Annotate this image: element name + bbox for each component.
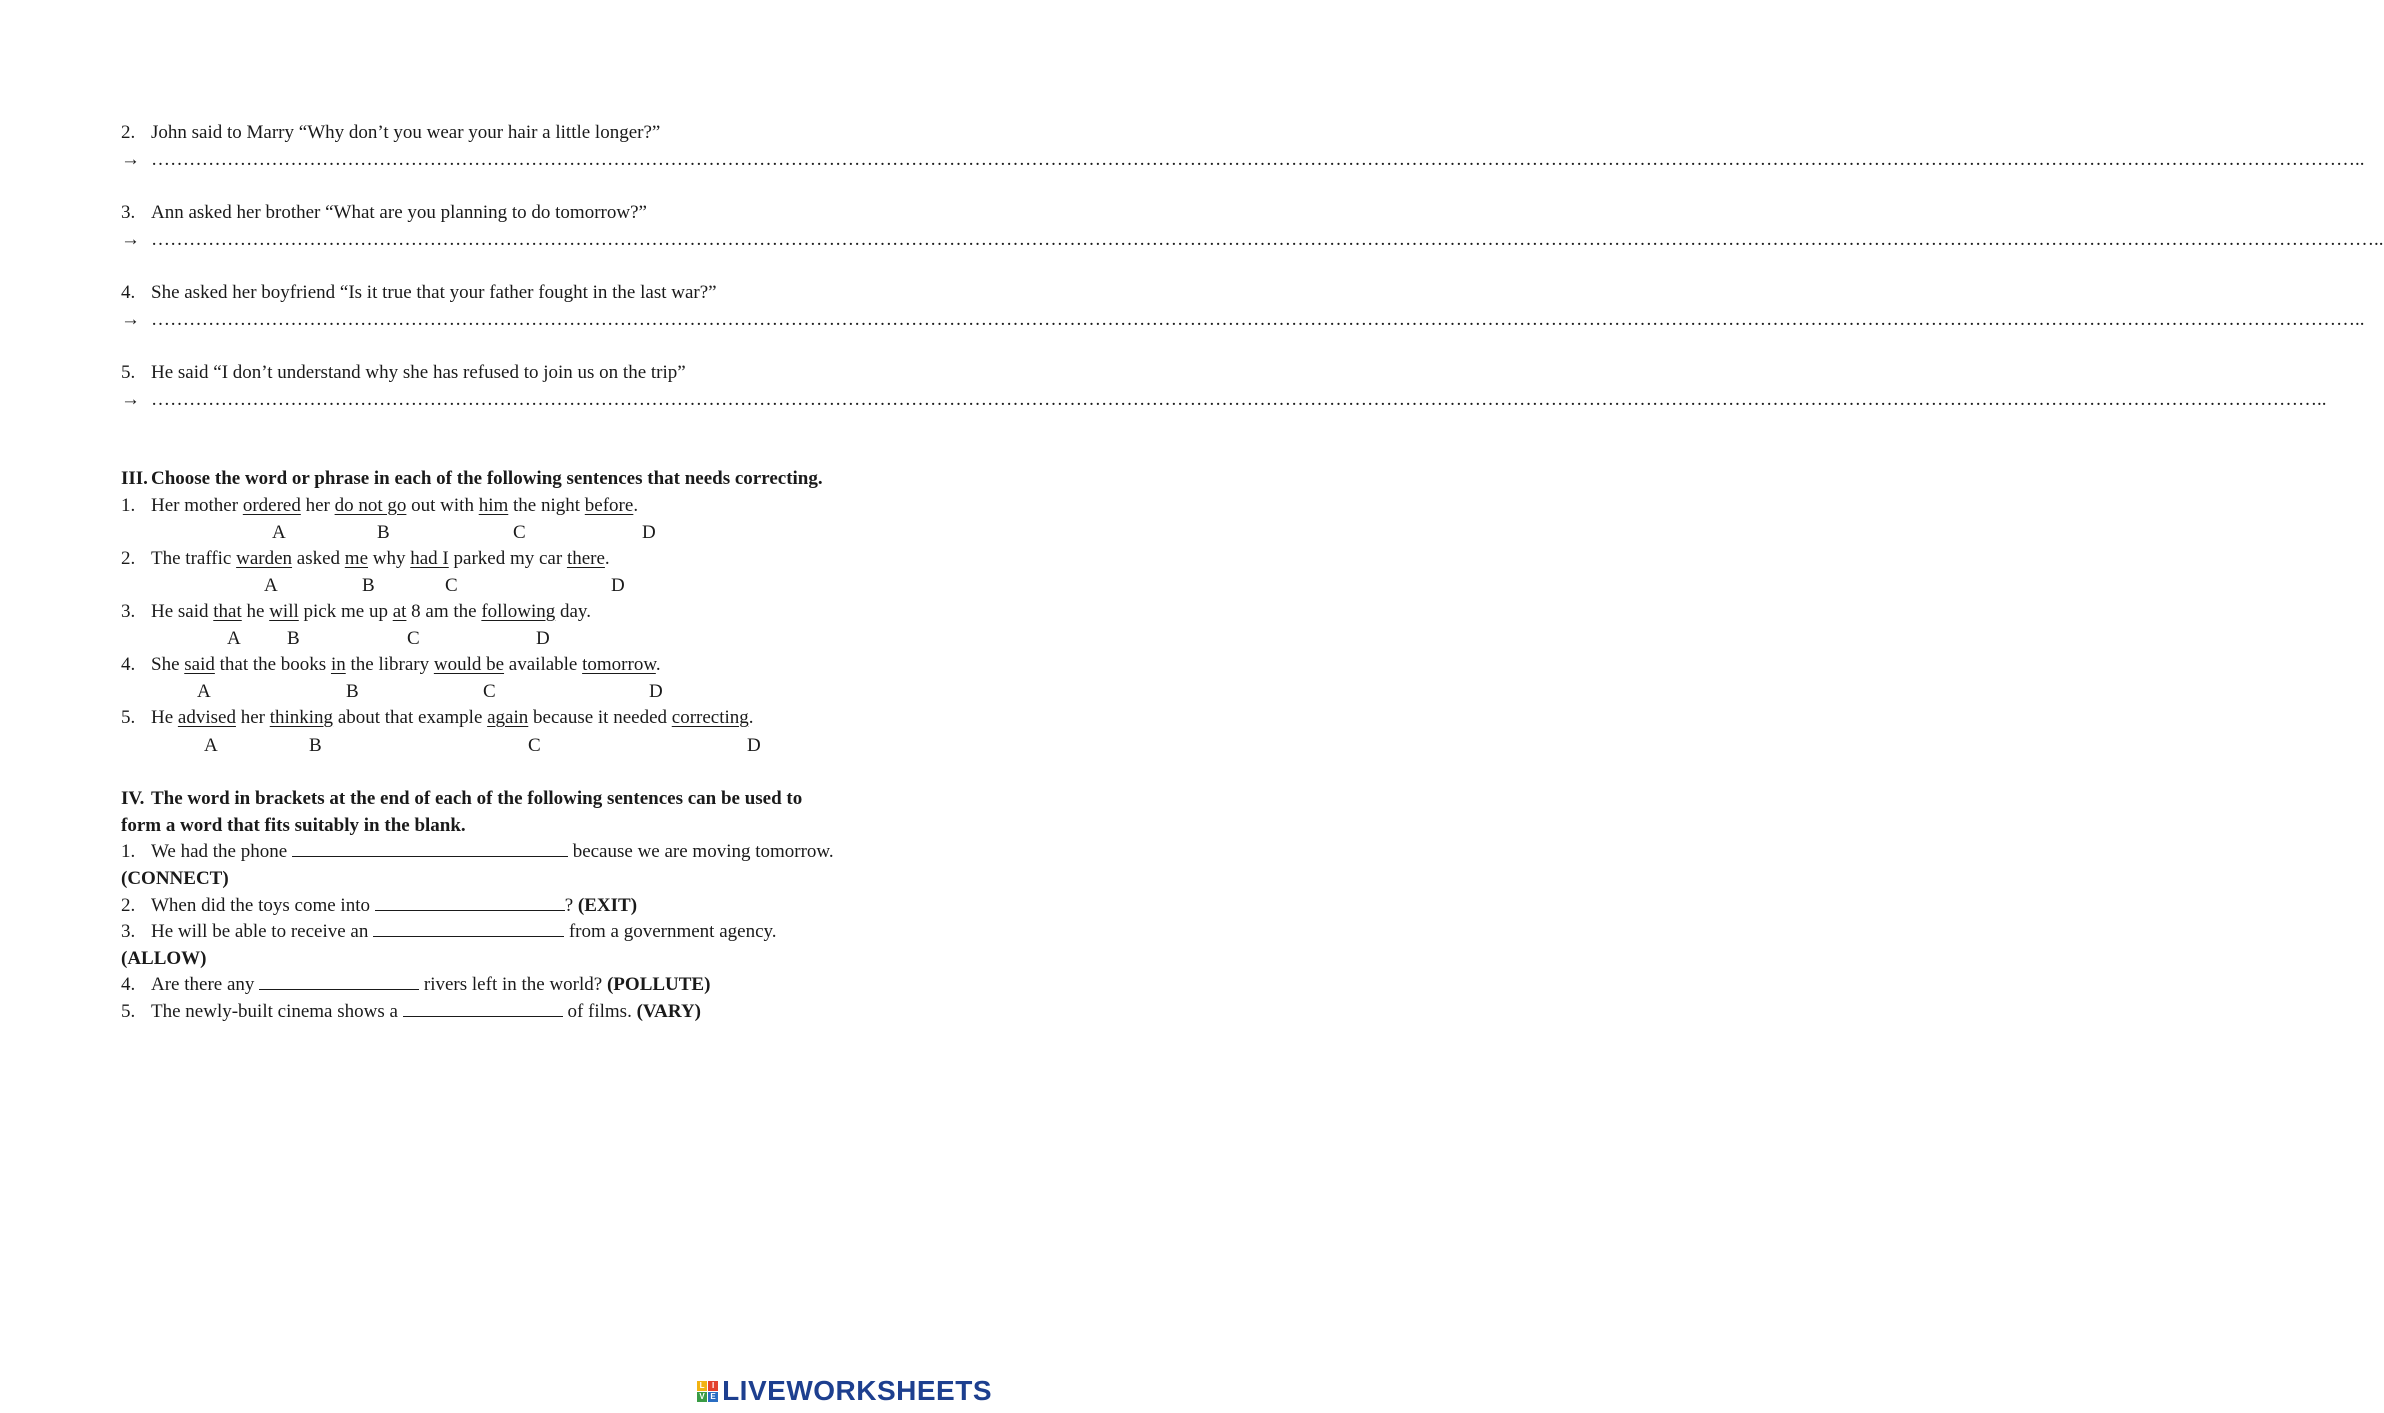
option-d-label: D: [649, 681, 663, 702]
option-b-label: B: [377, 522, 390, 543]
answer-line-2[interactable]: [121, 149, 2365, 171]
text-part: of films.: [562, 1001, 637, 1022]
option-a-text[interactable]: warden: [236, 548, 293, 569]
text-part: asked: [292, 548, 345, 569]
logo-tile-l: L: [697, 1381, 707, 1391]
error-question-3: [121, 601, 591, 623]
text-part: why: [368, 548, 411, 569]
text-part: Her mother: [151, 495, 243, 516]
option-c-text[interactable]: would be: [433, 654, 505, 675]
text-part: ?: [564, 895, 578, 916]
text-part: that the books: [214, 654, 331, 675]
option-c-text[interactable]: him: [478, 495, 509, 516]
text-part: parked my car: [448, 548, 567, 569]
text-part: the library: [345, 654, 434, 675]
sentence-5: [121, 362, 686, 384]
option-a-label: A: [227, 628, 241, 649]
text-part: .: [633, 495, 639, 516]
arrow-icon: →: [121, 149, 140, 170]
text-part: The newly-built cinema shows a: [151, 1001, 403, 1022]
arrow-icon: →: [121, 309, 140, 330]
error-question-4: [121, 654, 661, 676]
text-part: He will be able to receive an: [151, 921, 374, 942]
item-number: 3.: [121, 601, 136, 622]
option-b-text[interactable]: thinking: [269, 707, 334, 728]
option-b-text[interactable]: will: [269, 601, 299, 622]
option-b-text[interactable]: in: [330, 654, 346, 675]
liveworksheets-logo[interactable]: [697, 1375, 992, 1407]
option-a-text[interactable]: advised: [177, 707, 236, 728]
option-c-label: C: [483, 681, 496, 702]
error-question-2: [121, 548, 610, 570]
text-part: pick me up: [298, 601, 393, 622]
text-part: .: [604, 548, 610, 569]
root-word: (VARY): [636, 1001, 701, 1022]
option-b-label: B: [346, 681, 359, 702]
item-number: 3.: [121, 921, 136, 942]
answer-blank[interactable]: [403, 1002, 563, 1017]
text-part: available: [504, 654, 583, 675]
item-number: 4.: [121, 282, 136, 303]
option-b-text[interactable]: do not go: [334, 495, 407, 516]
item-number: 2.: [121, 895, 136, 916]
option-b-label: B: [362, 575, 375, 596]
option-b-label: B: [287, 628, 300, 649]
option-a-label: A: [272, 522, 286, 543]
answer-line-4[interactable]: [121, 309, 2365, 331]
root-word: (POLLUTE): [606, 974, 711, 995]
text-part: When did the toys come into: [151, 895, 375, 916]
sentence-2: [121, 122, 660, 144]
answer-blank[interactable]: [292, 842, 568, 857]
option-d-text[interactable]: tomorrow: [582, 654, 656, 675]
section-number: III.: [121, 468, 148, 489]
text-part: about that example: [333, 707, 488, 728]
option-a-label: A: [197, 681, 211, 702]
answer-blank[interactable]: [375, 896, 565, 911]
section-3-heading: [121, 468, 823, 490]
item-number: 1.: [121, 495, 136, 516]
option-d-text[interactable]: there: [566, 548, 605, 569]
option-b-label: B: [309, 735, 322, 756]
word-form-question-3: [121, 921, 777, 943]
item-number: 4.: [121, 974, 136, 995]
word-form-question-5: [121, 1001, 701, 1023]
text-part: The traffic: [151, 548, 237, 569]
answer-line-3[interactable]: [121, 229, 2384, 251]
root-word: (EXIT): [577, 895, 638, 916]
option-d-label: D: [642, 522, 656, 543]
option-c-text[interactable]: at: [392, 601, 407, 622]
text-part: 8 am the: [406, 601, 482, 622]
root-word: (CONNECT): [121, 868, 229, 889]
option-d-label: D: [536, 628, 550, 649]
section-4-heading-line-2: [121, 815, 466, 837]
word-form-hint-1: [121, 868, 229, 890]
sentence-4: [121, 282, 717, 304]
text-part: from a government agency.: [564, 921, 777, 942]
word-form-question-2: [121, 895, 637, 917]
option-c-label: C: [513, 522, 526, 543]
sentence-text: John said to Marry “Why don’t you wear your hair a little longer?”: [151, 122, 661, 143]
option-c-label: C: [407, 628, 420, 649]
text-part: rivers left in the world?: [419, 974, 607, 995]
option-d-label: D: [611, 575, 625, 596]
error-question-1: [121, 495, 638, 517]
text-part: She: [151, 654, 185, 675]
option-c-text[interactable]: again: [487, 707, 529, 728]
option-b-text[interactable]: me: [344, 548, 369, 569]
sentence-3: [121, 202, 647, 224]
section-4-heading: [121, 788, 802, 810]
text-part: He said: [151, 601, 214, 622]
item-number: 3.: [121, 202, 136, 223]
item-number: 5.: [121, 362, 136, 383]
item-number: 2.: [121, 548, 136, 569]
option-c-text[interactable]: had I: [410, 548, 449, 569]
heading-text: Choose the word or phrase in each of the following sentences that needs correcting.: [151, 468, 823, 489]
text-part: day.: [555, 601, 591, 622]
option-d-text[interactable]: before: [584, 495, 634, 516]
arrow-icon: →: [121, 389, 140, 410]
option-d-label: D: [747, 735, 761, 756]
text-part: We had the phone: [151, 841, 292, 862]
section-number: IV.: [121, 788, 145, 809]
root-word: (ALLOW): [121, 948, 207, 969]
text-part: her: [235, 707, 270, 728]
logo-tile-e: E: [708, 1392, 718, 1402]
text-part: he: [241, 601, 270, 622]
sentence-text: She asked her boyfriend “Is it true that your father fought in the last war?”: [151, 282, 717, 303]
text-part: He: [151, 707, 178, 728]
word-form-hint-3: [121, 948, 207, 970]
text-part: .: [655, 654, 661, 675]
text-part: Are there any: [151, 974, 260, 995]
text-part: out with: [406, 495, 479, 516]
answer-dots[interactable]: ………………………………………………………………………………………………………………………………………………………………………………………………………………………………………………………………………………………………………………..: [151, 389, 2327, 410]
logo-tile-v: V: [697, 1392, 707, 1402]
item-number: 1.: [121, 841, 136, 862]
logo-tile-i: I: [708, 1381, 718, 1391]
answer-blank[interactable]: [373, 922, 564, 937]
text-part: .: [748, 707, 754, 728]
item-number: 5.: [121, 707, 136, 728]
arrow-icon: →: [121, 229, 140, 250]
logo-text: LIVEWORKSHEETS: [722, 1375, 992, 1406]
item-number: 4.: [121, 654, 136, 675]
text-part: because we are moving tomorrow.: [567, 841, 834, 862]
item-number: 5.: [121, 1001, 136, 1022]
item-number: 2.: [121, 122, 136, 143]
text-part: her: [300, 495, 335, 516]
option-a-label: A: [204, 735, 218, 756]
error-question-5: [121, 707, 754, 729]
heading-text: The word in brackets at the end of each of the following sentences can be used to: [151, 788, 803, 809]
answer-dots[interactable]: ………………………………………………………………………………………………………………………………………………………………………………………………………………………………………………………………………………………………………………………..: [151, 229, 2384, 250]
text-part: the night: [508, 495, 585, 516]
option-d-text[interactable]: correcting: [671, 707, 749, 728]
sentence-text: He said “I don’t understand why she has refused to join us on the trip”: [151, 362, 686, 383]
option-c-label: C: [528, 735, 541, 756]
option-a-text[interactable]: said: [184, 654, 215, 675]
heading-text: form a word that fits suitably in the blank.: [121, 815, 466, 836]
answer-dots[interactable]: ……………………………………………………………………………………………………………………………………………………………………………………………………………………………………………………………………………………………………………………..: [151, 309, 2365, 330]
option-a-label: A: [264, 575, 278, 596]
option-d-text[interactable]: following: [481, 601, 556, 622]
word-form-question-1: [121, 841, 834, 863]
sentence-text: Ann asked her brother “What are you planning to do tomorrow?”: [151, 202, 647, 223]
option-a-text[interactable]: ordered: [242, 495, 301, 516]
answer-line-5[interactable]: [121, 389, 2327, 411]
logo-icon: [697, 1381, 718, 1402]
answer-blank[interactable]: [259, 975, 419, 990]
option-c-label: C: [445, 575, 458, 596]
option-a-text[interactable]: that: [213, 601, 242, 622]
text-part: because it needed: [528, 707, 672, 728]
answer-dots[interactable]: ……………………………………………………………………………………………………………………………………………………………………………………………………………………………………………………………………………………………………………………..: [151, 149, 2365, 170]
word-form-question-4: [121, 974, 710, 996]
